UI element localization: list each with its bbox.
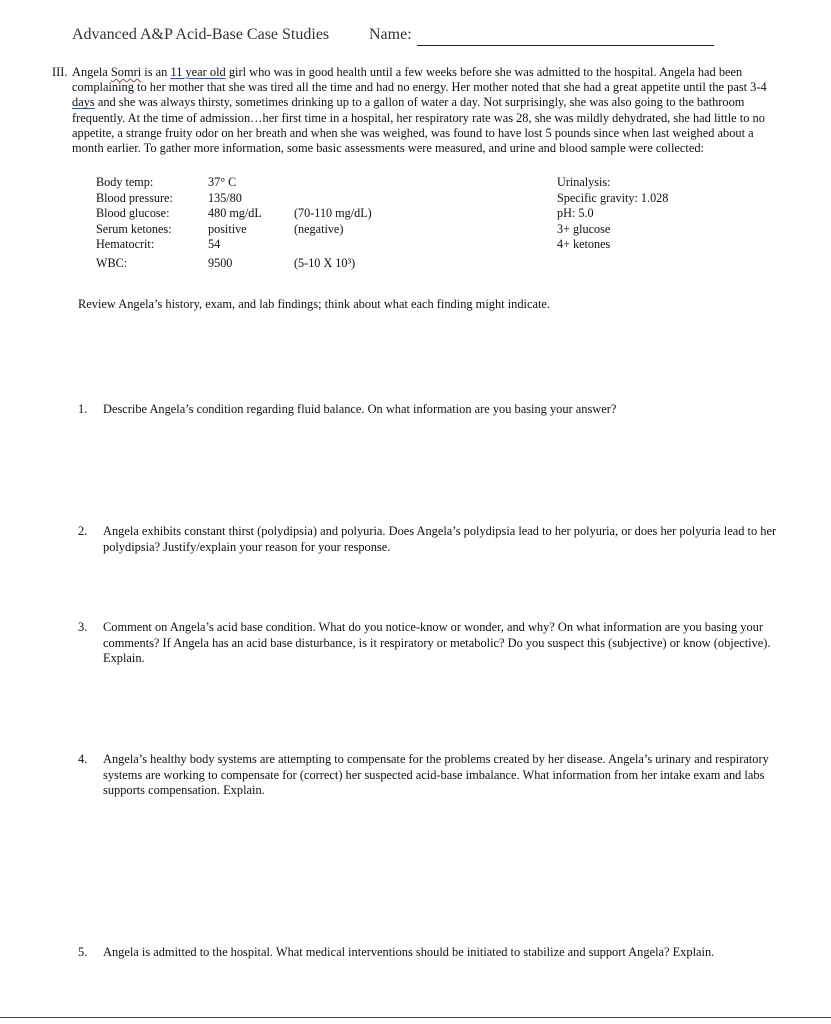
question-item bbox=[78, 945, 784, 961]
name-label: Name: bbox=[369, 26, 412, 43]
age-phrase: 11 year old bbox=[170, 65, 226, 79]
question-number: 3. bbox=[78, 620, 88, 634]
page-bottom-border bbox=[0, 1017, 831, 1018]
name-blank-line bbox=[417, 45, 714, 46]
vital-label: WBC: bbox=[96, 255, 128, 270]
question-number: 4. bbox=[78, 752, 88, 766]
vital-reference-range: (70-110 mg/dL) bbox=[294, 206, 372, 220]
vital-value: 480 mg/dL bbox=[208, 206, 262, 220]
urinalysis-panel bbox=[557, 175, 668, 253]
question-item bbox=[78, 402, 784, 418]
case-text-part4: and she was always thirsty, sometimes drinking up to a gallon of water a day. Not surprisingly, she was also going to the bathroom frequently. At the time of admission…her first time in a hospital, her respiratory rate was 28, she was mildly dehydrated, she had little to no appetite, a strange fruity odor on her breath and when she was weighed, was found to have lost 5 pounds since when last weighed about a month earlier. To gather more information, some basic assessments were measured, and urine and blood sample were collected: bbox=[72, 95, 765, 156]
question-number: 5. bbox=[78, 945, 88, 959]
case-text-part1: Angela bbox=[72, 65, 111, 79]
urinalysis-ketones: 4+ ketones bbox=[557, 237, 611, 251]
urinalysis-specific-gravity: Specific gravity: 1.028 bbox=[557, 190, 669, 205]
question-number: 1. bbox=[78, 402, 88, 416]
question-number: 2. bbox=[78, 524, 88, 538]
vital-value: 37° C bbox=[208, 175, 237, 189]
days-word: days bbox=[72, 95, 95, 110]
vital-reference-range: (5-10 X 10³) bbox=[294, 255, 356, 270]
question-text: Angela’s healthy body systems are attempting to compensate for the problems created by her disease. Angela’s urinary and respiratory systems are working to compensate for (correct) her suspected acid-base imbalance. What information from her intake exam and labs supports compensation. Explain. bbox=[103, 752, 769, 797]
vital-value: positive bbox=[208, 221, 247, 236]
worksheet-header bbox=[72, 26, 412, 44]
question-text: Describe Angela’s condition regarding fluid balance. On what information are you basing your answer? bbox=[103, 402, 617, 416]
urinalysis-ph: pH: 5.0 bbox=[557, 206, 594, 220]
vital-label: Hematocrit: bbox=[96, 237, 155, 251]
vital-value: 9500 bbox=[208, 255, 233, 270]
case-text-part2: is an bbox=[141, 65, 171, 79]
case-number: III. bbox=[52, 65, 68, 79]
vital-label: Serum ketones: bbox=[96, 221, 172, 236]
case-text-part3: girl who was in good health until a few weeks before she was admitted to the hospital. Angela had been complaining to her mother that she was tired all the time and had no energy. Her mother noted that she had a great appetite until the past 3-4 bbox=[72, 65, 767, 95]
worksheet-title: Advanced A&P Acid-Base Case Studies bbox=[72, 26, 330, 43]
review-instruction: Review Angela’s history, exam, and lab findings; think about what each finding might indicate. bbox=[78, 297, 551, 311]
question-item bbox=[78, 524, 784, 555]
question-item bbox=[78, 620, 784, 667]
vital-label: Body temp: bbox=[96, 175, 154, 189]
question-text: Angela exhibits constant thirst (polydipsia) and polyuria. Does Angela’s polydipsia lead to her polyuria, or does her polyuria lead to her polydipsia? Justify/explain your reason for your response. bbox=[103, 524, 777, 554]
vital-value: 135/80 bbox=[208, 190, 242, 205]
question-item bbox=[78, 752, 784, 799]
vital-value: 54 bbox=[208, 237, 221, 251]
vital-label: Blood pressure: bbox=[96, 190, 173, 205]
urinalysis-glucose: 3+ glucose bbox=[557, 221, 611, 236]
vital-label: Blood glucose: bbox=[96, 206, 170, 220]
vital-reference-range: (negative) bbox=[294, 221, 344, 236]
case-description bbox=[52, 65, 772, 156]
urinalysis-title: Urinalysis: bbox=[557, 175, 611, 189]
question-text: Comment on Angela’s acid base condition. What do you notice-know or wonder, and why? On what information are you basing your comments? If Angela has an acid base disturbance, is it respiratory or metabolic? Do you suspect this (subjective) or know (objective). Explain. bbox=[103, 620, 771, 665]
patient-last-name: Somri bbox=[110, 65, 142, 79]
case-paragraph bbox=[72, 65, 772, 156]
question-text: Angela is admitted to the hospital. What medical interventions should be initiated to stabilize and support Angela? Explain. bbox=[103, 945, 715, 959]
